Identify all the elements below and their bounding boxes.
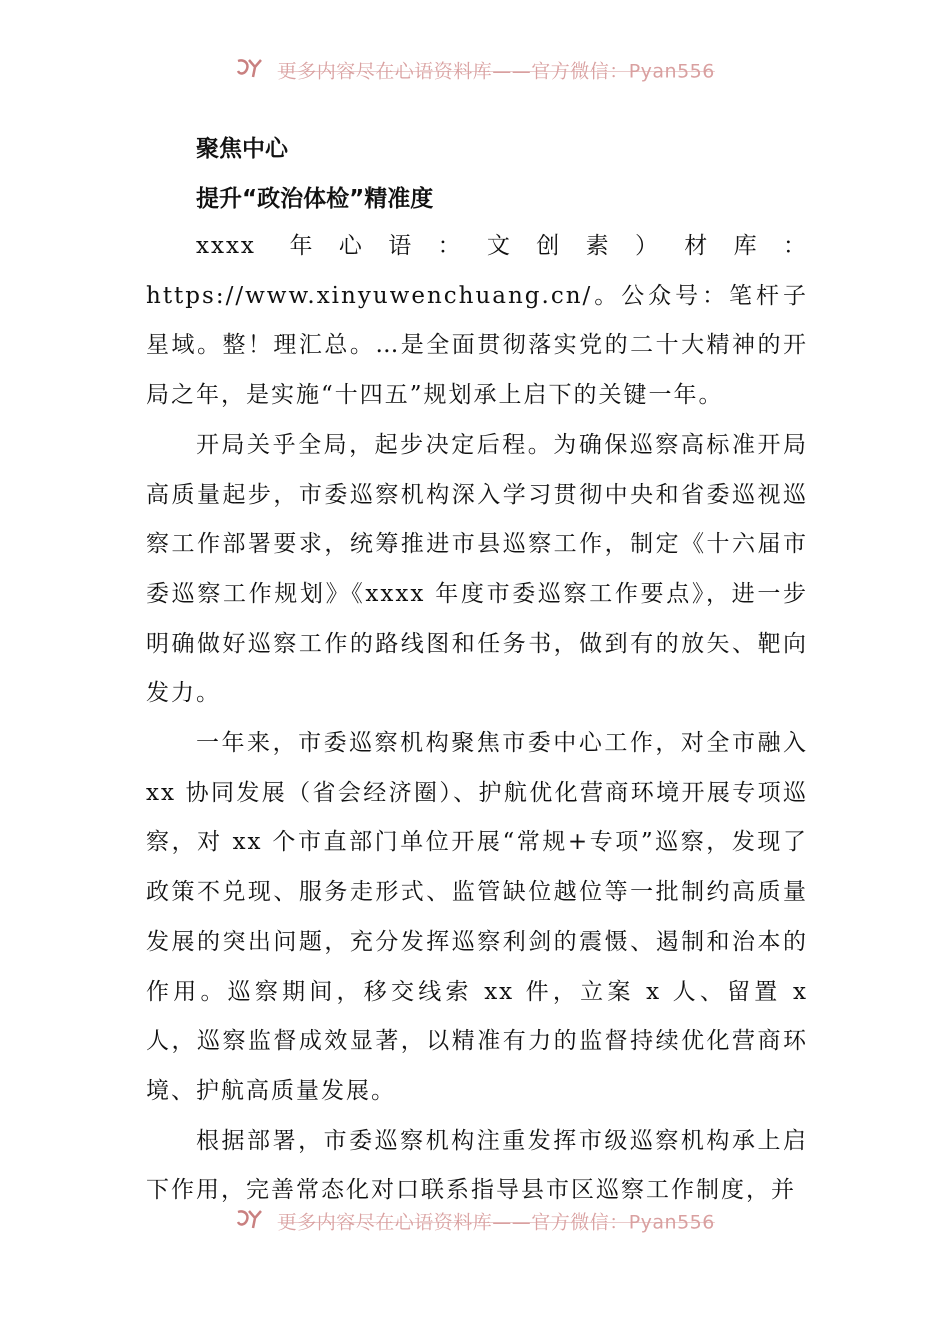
paragraph: 一年来，市委巡察机构聚焦市委中心工作，对全市融入 xx 协同发展（省会经济圈）、护航优化营商环境开展专项巡察，对 xx 个市直部门单位开展“常规+专项”巡察，发现了政策不兑现、服务走形式、监管缺位越位等一批制约高质量发展的突出问题，充分发挥巡察利剑的震慑、遏制和治本的作用。巡察期间，移交线索 xx 件，立案 x 人、留置 x 人，巡察监督成效显著，以精准有力的监督持续优化营商环境、护航高质量发展。 (146, 730, 808, 1104)
paragraph: xxxx 年心语：文创素）材库：https://www.xinyuwenchuang.cn/。公众号：笔杆子星域。整！理汇总。…是全面贯彻落实党的二十大精神的开局之年，是实施“十四五”规划承上启下的关键一年。 (146, 233, 808, 409)
watermark-top (0, 57, 950, 83)
body-text (146, 222, 808, 1216)
watermark-text: 更多内容尽在心语资料库——官方微信：Pyan556 (277, 60, 715, 83)
paragraph: 开局关乎全局，起步决定后程。为确保巡察高标准开局高质量起步，市委巡察机构深入学习贯彻中央和省委巡视巡察工作部署要求，统筹推进市县巡察工作，制定《十六届市委巡察工作规划》《xxxx 年度市委巡察工作要点》，进一步明确做好巡察工作的路线图和任务书，做到有的放矢、靶向发力。 (146, 431, 808, 707)
section-subtitle: 提升“政治体检”精准度 (196, 186, 434, 212)
watermark-bottom (0, 1208, 950, 1234)
section-title: 聚焦中心 (196, 136, 288, 162)
xy-logo-icon (235, 1208, 265, 1234)
xy-logo-icon (235, 57, 265, 83)
watermark-text: 更多内容尽在心语资料库——官方微信：Pyan556 (277, 1211, 715, 1234)
paragraph: 根据部署，市委巡察机构注重发挥市级巡察机构承上启下作用，完善常态化对口联系指导县市区巡察工作制度，并 (146, 1127, 808, 1204)
